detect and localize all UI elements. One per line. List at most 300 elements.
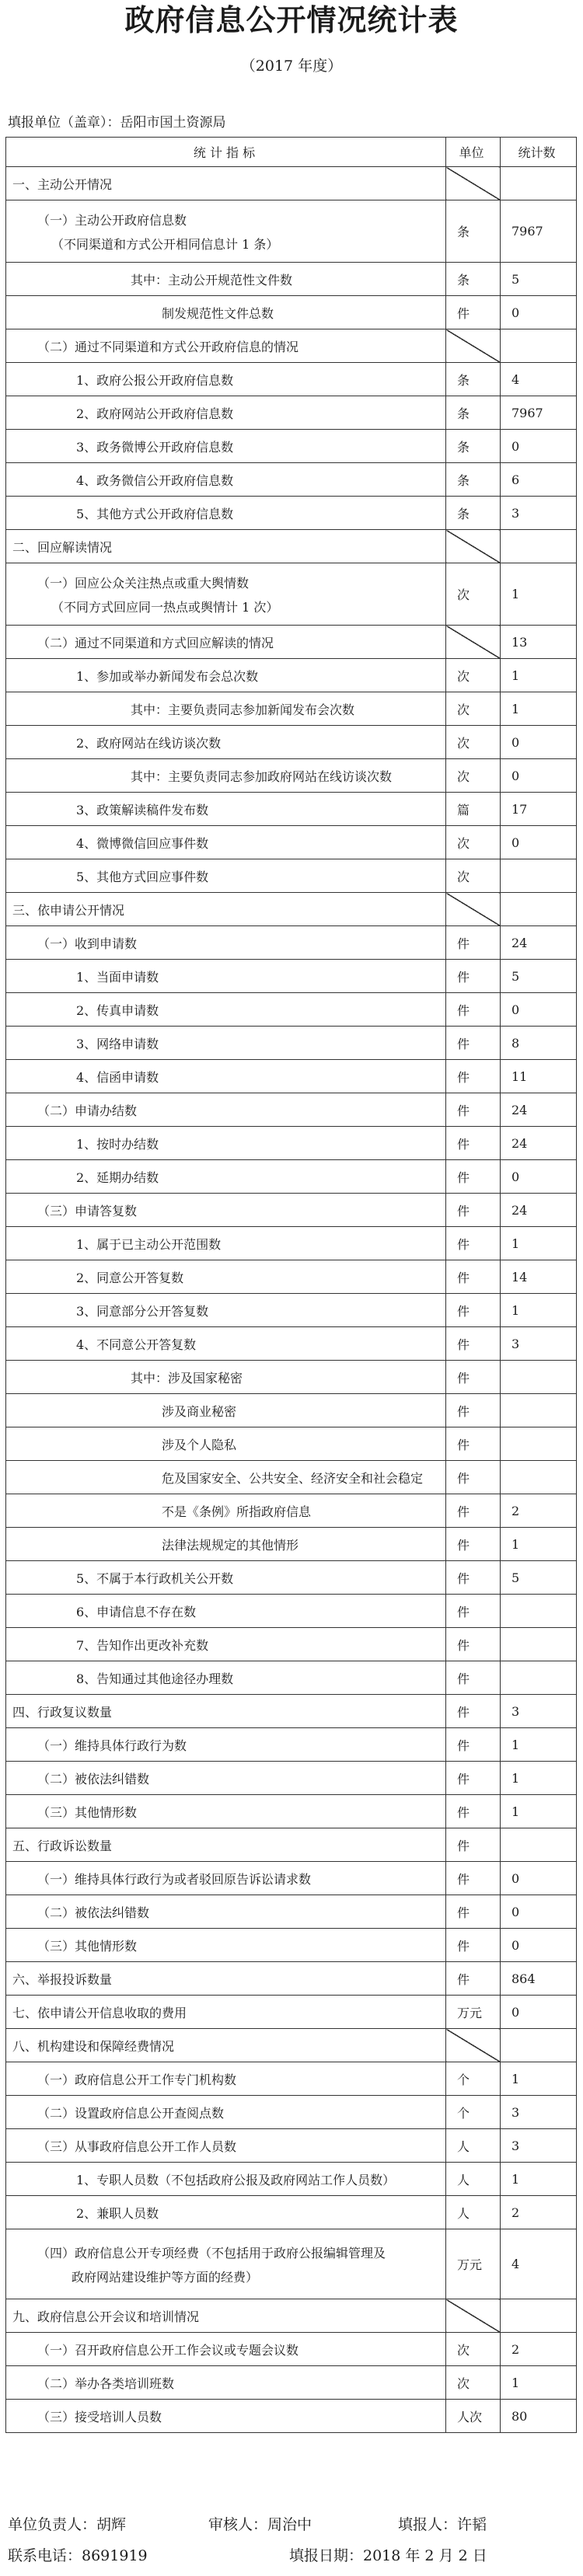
- row-count: 11: [501, 1060, 577, 1093]
- row-unit: 件: [446, 1929, 501, 1962]
- row-indicator-text: 其中：主动公开规范性文件数: [131, 272, 293, 288]
- row-indicator-text: 其中：涉及国家秘密: [131, 1370, 243, 1386]
- header-unit: 单位: [446, 138, 501, 167]
- row-indicator-text: 2、同意公开答复数: [76, 1270, 184, 1285]
- row-count: 0: [501, 296, 577, 329]
- table-row: [6, 430, 577, 463]
- table-header-row: [6, 138, 577, 167]
- table-row: [6, 826, 577, 859]
- table-row: [6, 993, 577, 1027]
- row-count: 14: [501, 1260, 577, 1294]
- row-count: [501, 1461, 577, 1494]
- row-unit: 次: [446, 726, 501, 759]
- row-count: 5: [501, 263, 577, 296]
- row-indicator: [6, 1093, 446, 1127]
- table-row: [6, 2299, 577, 2333]
- row-unit: 人: [446, 2196, 501, 2229]
- row-indicator-text: （二）举办各类培训班数: [37, 2376, 175, 2391]
- row-unit: 件: [446, 1194, 501, 1227]
- row-indicator: [6, 726, 446, 759]
- row-count: 1: [501, 2163, 577, 2196]
- row-indicator-text: （一）政府信息公开工作专门机构数: [37, 2072, 237, 2087]
- row-unit: 万元: [446, 1996, 501, 2029]
- row-indicator: [6, 463, 446, 497]
- row-indicator: [6, 329, 446, 363]
- table-row: [6, 1862, 577, 1895]
- row-indicator-text: 4、不同意公开答复数: [76, 1337, 197, 1352]
- row-indicator-note: （不同方式回应同一热点或舆情计 1 次）: [51, 599, 279, 615]
- row-count: 0: [501, 430, 577, 463]
- row-indicator-text: （二）通过不同渠道和方式公开政府信息的情况: [37, 339, 299, 354]
- row-indicator-text: 4、微博微信回应事件数: [76, 835, 209, 851]
- row-unit: 篇: [446, 793, 501, 826]
- row-count: 8: [501, 1027, 577, 1060]
- row-count: 17: [501, 793, 577, 826]
- row-unit: 件: [446, 296, 501, 329]
- row-indicator: [6, 1895, 446, 1929]
- row-indicator-text: 七、依申请公开信息收取的费用: [12, 2005, 187, 2020]
- table-row: [6, 1762, 577, 1795]
- row-indicator: [6, 1828, 446, 1862]
- row-indicator: [6, 1661, 446, 1695]
- table-row: [6, 1060, 577, 1093]
- row-indicator: [6, 1361, 446, 1394]
- table-row: [6, 793, 577, 826]
- row-indicator: [6, 2299, 446, 2333]
- row-indicator: [6, 826, 446, 859]
- row-indicator: [6, 1160, 446, 1194]
- row-unit: 件: [446, 960, 501, 993]
- row-indicator-text: 3、政策解读稿件发布数: [76, 802, 209, 817]
- row-count: 3: [501, 1695, 577, 1728]
- row-indicator-text: 2、政府网站在线访谈次数: [76, 735, 222, 751]
- table-row: [6, 1093, 577, 1127]
- row-indicator-text: 五、行政诉讼数量: [12, 1838, 113, 1853]
- row-unit: 件: [446, 1093, 501, 1127]
- table-row: [6, 1327, 577, 1361]
- row-count: 0: [501, 1929, 577, 1962]
- row-indicator: [6, 1394, 446, 1427]
- row-unit: 件: [446, 1260, 501, 1294]
- row-indicator-text: （二）被依法纠错数: [37, 1905, 150, 1920]
- row-count: [501, 859, 577, 893]
- row-unit: 件: [446, 1595, 501, 1628]
- row-indicator-text: 2、兼职人员数: [76, 2205, 159, 2221]
- row-indicator: [6, 960, 446, 993]
- row-count: [501, 1361, 577, 1394]
- row-indicator-text: 八、机构建设和保障经费情况: [12, 2038, 175, 2054]
- row-unit: [446, 2299, 501, 2333]
- row-indicator: [6, 363, 446, 396]
- row-unit: 件: [446, 1427, 501, 1461]
- row-count: [501, 1394, 577, 1427]
- table-row: [6, 200, 577, 263]
- table-row: [6, 659, 577, 692]
- row-indicator: [6, 1962, 446, 1996]
- row-indicator: [6, 859, 446, 893]
- row-count: 6: [501, 463, 577, 497]
- table-row: [6, 2062, 577, 2096]
- table-row: [6, 2129, 577, 2163]
- row-count: 864: [501, 1962, 577, 1996]
- row-unit: 件: [446, 1728, 501, 1762]
- row-indicator-text: 1、政府公报公开政府信息数: [76, 372, 234, 388]
- table-row: [6, 2096, 577, 2129]
- table-row: [6, 759, 577, 793]
- row-count: [501, 530, 577, 563]
- table-row: [6, 1895, 577, 1929]
- row-indicator: [6, 1461, 446, 1494]
- row-indicator: [6, 659, 446, 692]
- row-indicator-text: 3、网络申请数: [76, 1036, 159, 1051]
- row-count: 3: [501, 497, 577, 530]
- row-count: 1: [501, 1528, 577, 1561]
- row-indicator-note: （不同渠道和方式公开相同信息计 1 条）: [51, 236, 279, 252]
- statistics-table-body: [6, 138, 577, 2433]
- row-count: 0: [501, 1160, 577, 1194]
- row-unit: 次: [446, 692, 501, 726]
- row-indicator: [6, 926, 446, 960]
- table-row: [6, 2400, 577, 2433]
- row-count: 3: [501, 2129, 577, 2163]
- row-indicator-text: 3、同意部分公开答复数: [76, 1303, 209, 1319]
- row-indicator-text: （二）申请办结数: [37, 1103, 138, 1118]
- table-row: [6, 167, 577, 200]
- row-count: [501, 167, 577, 200]
- row-indicator-text: （一）维持具体行政行为数: [37, 1738, 187, 1753]
- table-row: [6, 893, 577, 926]
- table-row: [6, 1427, 577, 1461]
- table-row: [6, 626, 577, 659]
- row-indicator: [6, 430, 446, 463]
- row-unit: 次: [446, 659, 501, 692]
- row-indicator: [6, 497, 446, 530]
- row-indicator: [6, 1127, 446, 1160]
- footer-date: 填报日期：2018 年 2 月 2 日: [289, 2547, 487, 2564]
- row-unit: 件: [446, 1828, 501, 1862]
- row-count: 0: [501, 726, 577, 759]
- table-row: [6, 1160, 577, 1194]
- row-indicator: [6, 1060, 446, 1093]
- row-count: 13: [501, 626, 577, 659]
- row-indicator-text: 1、参加或举办新闻发布会总次数: [76, 668, 259, 684]
- row-indicator-text: 1、按时办结数: [76, 1136, 159, 1152]
- row-unit: 件: [446, 1628, 501, 1661]
- row-indicator-text: 1、属于已主动公开范围数: [76, 1236, 222, 1252]
- row-indicator-text: 危及国家安全、公共安全、经济安全和社会稳定: [162, 1470, 424, 1486]
- row-indicator-text: （四）政府信息公开专项经费（不包括用于政府公报编辑管理及: [37, 2245, 386, 2261]
- table-row: [6, 2196, 577, 2229]
- row-unit: 次: [446, 563, 501, 626]
- row-indicator-text: 其中：主要负责同志参加政府网站在线访谈次数: [131, 769, 393, 784]
- table-row: [6, 1595, 577, 1628]
- table-row: [6, 926, 577, 960]
- row-count: [501, 1595, 577, 1628]
- row-indicator-text: 6、申请信息不存在数: [76, 1604, 197, 1619]
- table-row: [6, 363, 577, 396]
- row-count: 1: [501, 2366, 577, 2400]
- row-unit: 人: [446, 2129, 501, 2163]
- row-indicator: [6, 2129, 446, 2163]
- row-indicator: [6, 1260, 446, 1294]
- row-indicator: [6, 2229, 446, 2299]
- table-row: [6, 1461, 577, 1494]
- table-row: [6, 1494, 577, 1528]
- table-row: [6, 1695, 577, 1728]
- row-unit: 件: [446, 1695, 501, 1728]
- table-row: [6, 2366, 577, 2400]
- filler-unit: 填报单位（盖章）：岳阳市国土资源局: [8, 115, 226, 131]
- row-indicator-text: （一）召开政府信息公开工作会议或专题会议数: [37, 2342, 299, 2358]
- table-row: [6, 1628, 577, 1661]
- row-indicator-text: （三）其他情形数: [37, 1938, 138, 1954]
- row-indicator-text: 九、政府信息公开会议和培训情况: [12, 2309, 200, 2324]
- table-row: [6, 1294, 577, 1327]
- row-unit: 个: [446, 2062, 501, 2096]
- row-indicator: [6, 993, 446, 1027]
- row-indicator-text: （三）申请答复数: [37, 1203, 138, 1218]
- row-unit: [446, 329, 501, 363]
- row-indicator: [6, 2163, 446, 2196]
- row-indicator: [6, 1227, 446, 1260]
- row-indicator-text: （三）从事政府信息公开工作人员数: [37, 2139, 237, 2154]
- table-row: [6, 1661, 577, 1695]
- row-indicator-text: （二）设置政府信息公开查阅点数: [37, 2105, 225, 2121]
- table-row: [6, 1127, 577, 1160]
- row-indicator-text: 5、不属于本行政机关公开数: [76, 1570, 234, 1586]
- table-row: [6, 692, 577, 726]
- row-indicator-text: 六、举报投诉数量: [12, 1971, 113, 1987]
- row-count: [501, 2029, 577, 2062]
- row-unit: [446, 893, 501, 926]
- table-row: [6, 563, 577, 626]
- row-unit: 次: [446, 859, 501, 893]
- row-indicator-text: 2、延期办结数: [76, 1169, 159, 1185]
- row-unit: 件: [446, 1160, 501, 1194]
- row-unit: 个: [446, 2096, 501, 2129]
- row-count: 24: [501, 1127, 577, 1160]
- row-count: 7967: [501, 396, 577, 430]
- row-count: 1: [501, 1762, 577, 1795]
- row-indicator-text: 4、政务微信公开政府信息数: [76, 472, 234, 488]
- row-indicator-text: 1、当面申请数: [76, 969, 159, 985]
- row-indicator-text: 2、政府网站公开政府信息数: [76, 406, 234, 421]
- row-unit: 条: [446, 396, 501, 430]
- table-row: [6, 726, 577, 759]
- row-indicator: [6, 1327, 446, 1361]
- row-unit: 件: [446, 1394, 501, 1427]
- row-count: 3: [501, 2096, 577, 2129]
- row-indicator-text: （二）被依法纠错数: [37, 1771, 150, 1786]
- table-row: [6, 396, 577, 430]
- table-row: [6, 263, 577, 296]
- table-row: [6, 1561, 577, 1595]
- footer-leader: 单位负责人：胡辉: [8, 2516, 127, 2533]
- row-indicator: [6, 1862, 446, 1895]
- row-count: 1: [501, 2062, 577, 2096]
- row-indicator-text: 2、传真申请数: [76, 1002, 159, 1018]
- row-unit: 件: [446, 926, 501, 960]
- row-unit: 件: [446, 1795, 501, 1828]
- row-count: [501, 893, 577, 926]
- row-unit: 件: [446, 1027, 501, 1060]
- row-unit: 次: [446, 2366, 501, 2400]
- row-unit: 条: [446, 430, 501, 463]
- row-count: 1: [501, 692, 577, 726]
- row-indicator: [6, 1929, 446, 1962]
- row-indicator-text: 1、专职人员数（不包括政府公报及政府网站工作人员数）: [76, 2172, 396, 2187]
- row-indicator: [6, 2366, 446, 2400]
- footer-reviewer: 审核人：周治中: [208, 2516, 312, 2533]
- row-indicator-text: 5、其他方式公开政府信息数: [76, 506, 234, 521]
- header-indicator: 统 计 指 标: [6, 138, 446, 167]
- row-indicator: [6, 626, 446, 659]
- row-indicator: [6, 1494, 446, 1528]
- row-unit: 件: [446, 1528, 501, 1561]
- row-count: 2: [501, 2196, 577, 2229]
- row-indicator-text: 不是《条例》所指政府信息: [162, 1504, 312, 1519]
- row-indicator-text: 制发规范性文件总数: [162, 305, 274, 321]
- row-unit: 件: [446, 1294, 501, 1327]
- table-row: [6, 2029, 577, 2062]
- row-indicator: [6, 1695, 446, 1728]
- table-row: [6, 1828, 577, 1862]
- row-indicator-text: （二）通过不同渠道和方式回应解读的情况: [37, 635, 274, 650]
- row-unit: 件: [446, 1494, 501, 1528]
- row-count: 1: [501, 1294, 577, 1327]
- row-unit: 件: [446, 1561, 501, 1595]
- row-indicator-text: 四、行政复议数量: [12, 1704, 113, 1720]
- row-indicator-text: （一）回应公众关注热点或重大舆情数: [37, 575, 250, 591]
- row-indicator-text: 3、政务微博公开政府信息数: [76, 439, 234, 455]
- header-count: 统计数: [501, 138, 577, 167]
- table-row: [6, 2163, 577, 2196]
- row-count: [501, 1427, 577, 1461]
- row-indicator: [6, 1294, 446, 1327]
- table-row: [6, 463, 577, 497]
- row-indicator: [6, 1628, 446, 1661]
- row-indicator-text: （一）收到申请数: [37, 936, 138, 951]
- row-indicator: [6, 2029, 446, 2062]
- row-indicator: [6, 2196, 446, 2229]
- footer-phone: 联系电话：8691919: [8, 2547, 148, 2564]
- table-row: [6, 1027, 577, 1060]
- row-count: 5: [501, 960, 577, 993]
- row-indicator: [6, 2062, 446, 2096]
- row-indicator: [6, 167, 446, 200]
- row-unit: 条: [446, 363, 501, 396]
- table-row: [6, 296, 577, 329]
- row-indicator: [6, 2400, 446, 2433]
- table-row: [6, 1394, 577, 1427]
- row-count: [501, 1828, 577, 1862]
- row-unit: 条: [446, 200, 501, 263]
- row-unit: 次: [446, 826, 501, 859]
- row-indicator: [6, 1728, 446, 1762]
- row-indicator: [6, 1795, 446, 1828]
- table-row: [6, 1361, 577, 1394]
- row-indicator-text: （一）主动公开政府信息数: [37, 212, 187, 228]
- row-indicator: [6, 1762, 446, 1795]
- row-indicator-note: 政府网站建设维护等方面的经费）: [72, 2269, 259, 2285]
- table-row: [6, 530, 577, 563]
- table-row: [6, 1996, 577, 2029]
- row-indicator-text: （一）维持具体行政行为或者驳回原告诉讼请求数: [37, 1871, 312, 1887]
- row-unit: 件: [446, 1127, 501, 1160]
- row-unit: 件: [446, 1661, 501, 1695]
- row-count: 5: [501, 1561, 577, 1595]
- row-unit: 人次: [446, 2400, 501, 2433]
- row-unit: 条: [446, 463, 501, 497]
- row-unit: 条: [446, 263, 501, 296]
- row-indicator-text: 一、主动公开情况: [12, 176, 113, 192]
- statistics-table: [5, 137, 577, 2433]
- row-count: 1: [501, 1227, 577, 1260]
- page-title: 政府信息公开情况统计表: [124, 2, 459, 37]
- row-unit: 件: [446, 1461, 501, 1494]
- row-indicator: [6, 1027, 446, 1060]
- row-unit: 件: [446, 993, 501, 1027]
- row-indicator: [6, 759, 446, 793]
- table-row: [6, 1795, 577, 1828]
- row-unit: [446, 167, 501, 200]
- row-unit: [446, 2029, 501, 2062]
- row-indicator: [6, 1595, 446, 1628]
- row-count: 1: [501, 1795, 577, 1828]
- row-unit: 件: [446, 1361, 501, 1394]
- row-unit: 件: [446, 1862, 501, 1895]
- row-indicator-text: （三）接受培训人员数: [37, 2409, 162, 2424]
- row-count: 0: [501, 1862, 577, 1895]
- row-count: 2: [501, 2333, 577, 2366]
- row-indicator: [6, 1996, 446, 2029]
- table-row: [6, 1728, 577, 1762]
- row-indicator: [6, 263, 446, 296]
- row-unit: [446, 530, 501, 563]
- row-count: 2: [501, 1494, 577, 1528]
- row-unit: 万元: [446, 2229, 501, 2299]
- row-indicator: [6, 1427, 446, 1461]
- row-indicator-text: 其中：主要负责同志参加新闻发布会次数: [131, 702, 355, 717]
- table-row: [6, 1929, 577, 1962]
- row-count: 4: [501, 2229, 577, 2299]
- row-count: 24: [501, 1194, 577, 1227]
- row-indicator: [6, 692, 446, 726]
- row-unit: 人: [446, 2163, 501, 2196]
- row-indicator-text: 涉及个人隐私: [162, 1437, 237, 1452]
- table-row: [6, 2229, 577, 2299]
- row-count: [501, 1628, 577, 1661]
- row-count: 1: [501, 659, 577, 692]
- row-indicator-text: 涉及商业秘密: [162, 1403, 237, 1419]
- row-indicator-text: 二、回应解读情况: [12, 539, 113, 555]
- row-unit: 件: [446, 1060, 501, 1093]
- row-count: [501, 329, 577, 363]
- row-count: 4: [501, 363, 577, 396]
- row-count: 24: [501, 1093, 577, 1127]
- table-row: [6, 960, 577, 993]
- row-indicator: [6, 396, 446, 430]
- table-row: [6, 1194, 577, 1227]
- row-indicator: [6, 563, 446, 626]
- table-row: [6, 1227, 577, 1260]
- row-indicator: [6, 296, 446, 329]
- row-indicator-text: （三）其他情形数: [37, 1804, 138, 1820]
- row-unit: [446, 626, 501, 659]
- row-count: [501, 2299, 577, 2333]
- report-year: （2017 年度）: [240, 58, 343, 75]
- row-unit: 次: [446, 759, 501, 793]
